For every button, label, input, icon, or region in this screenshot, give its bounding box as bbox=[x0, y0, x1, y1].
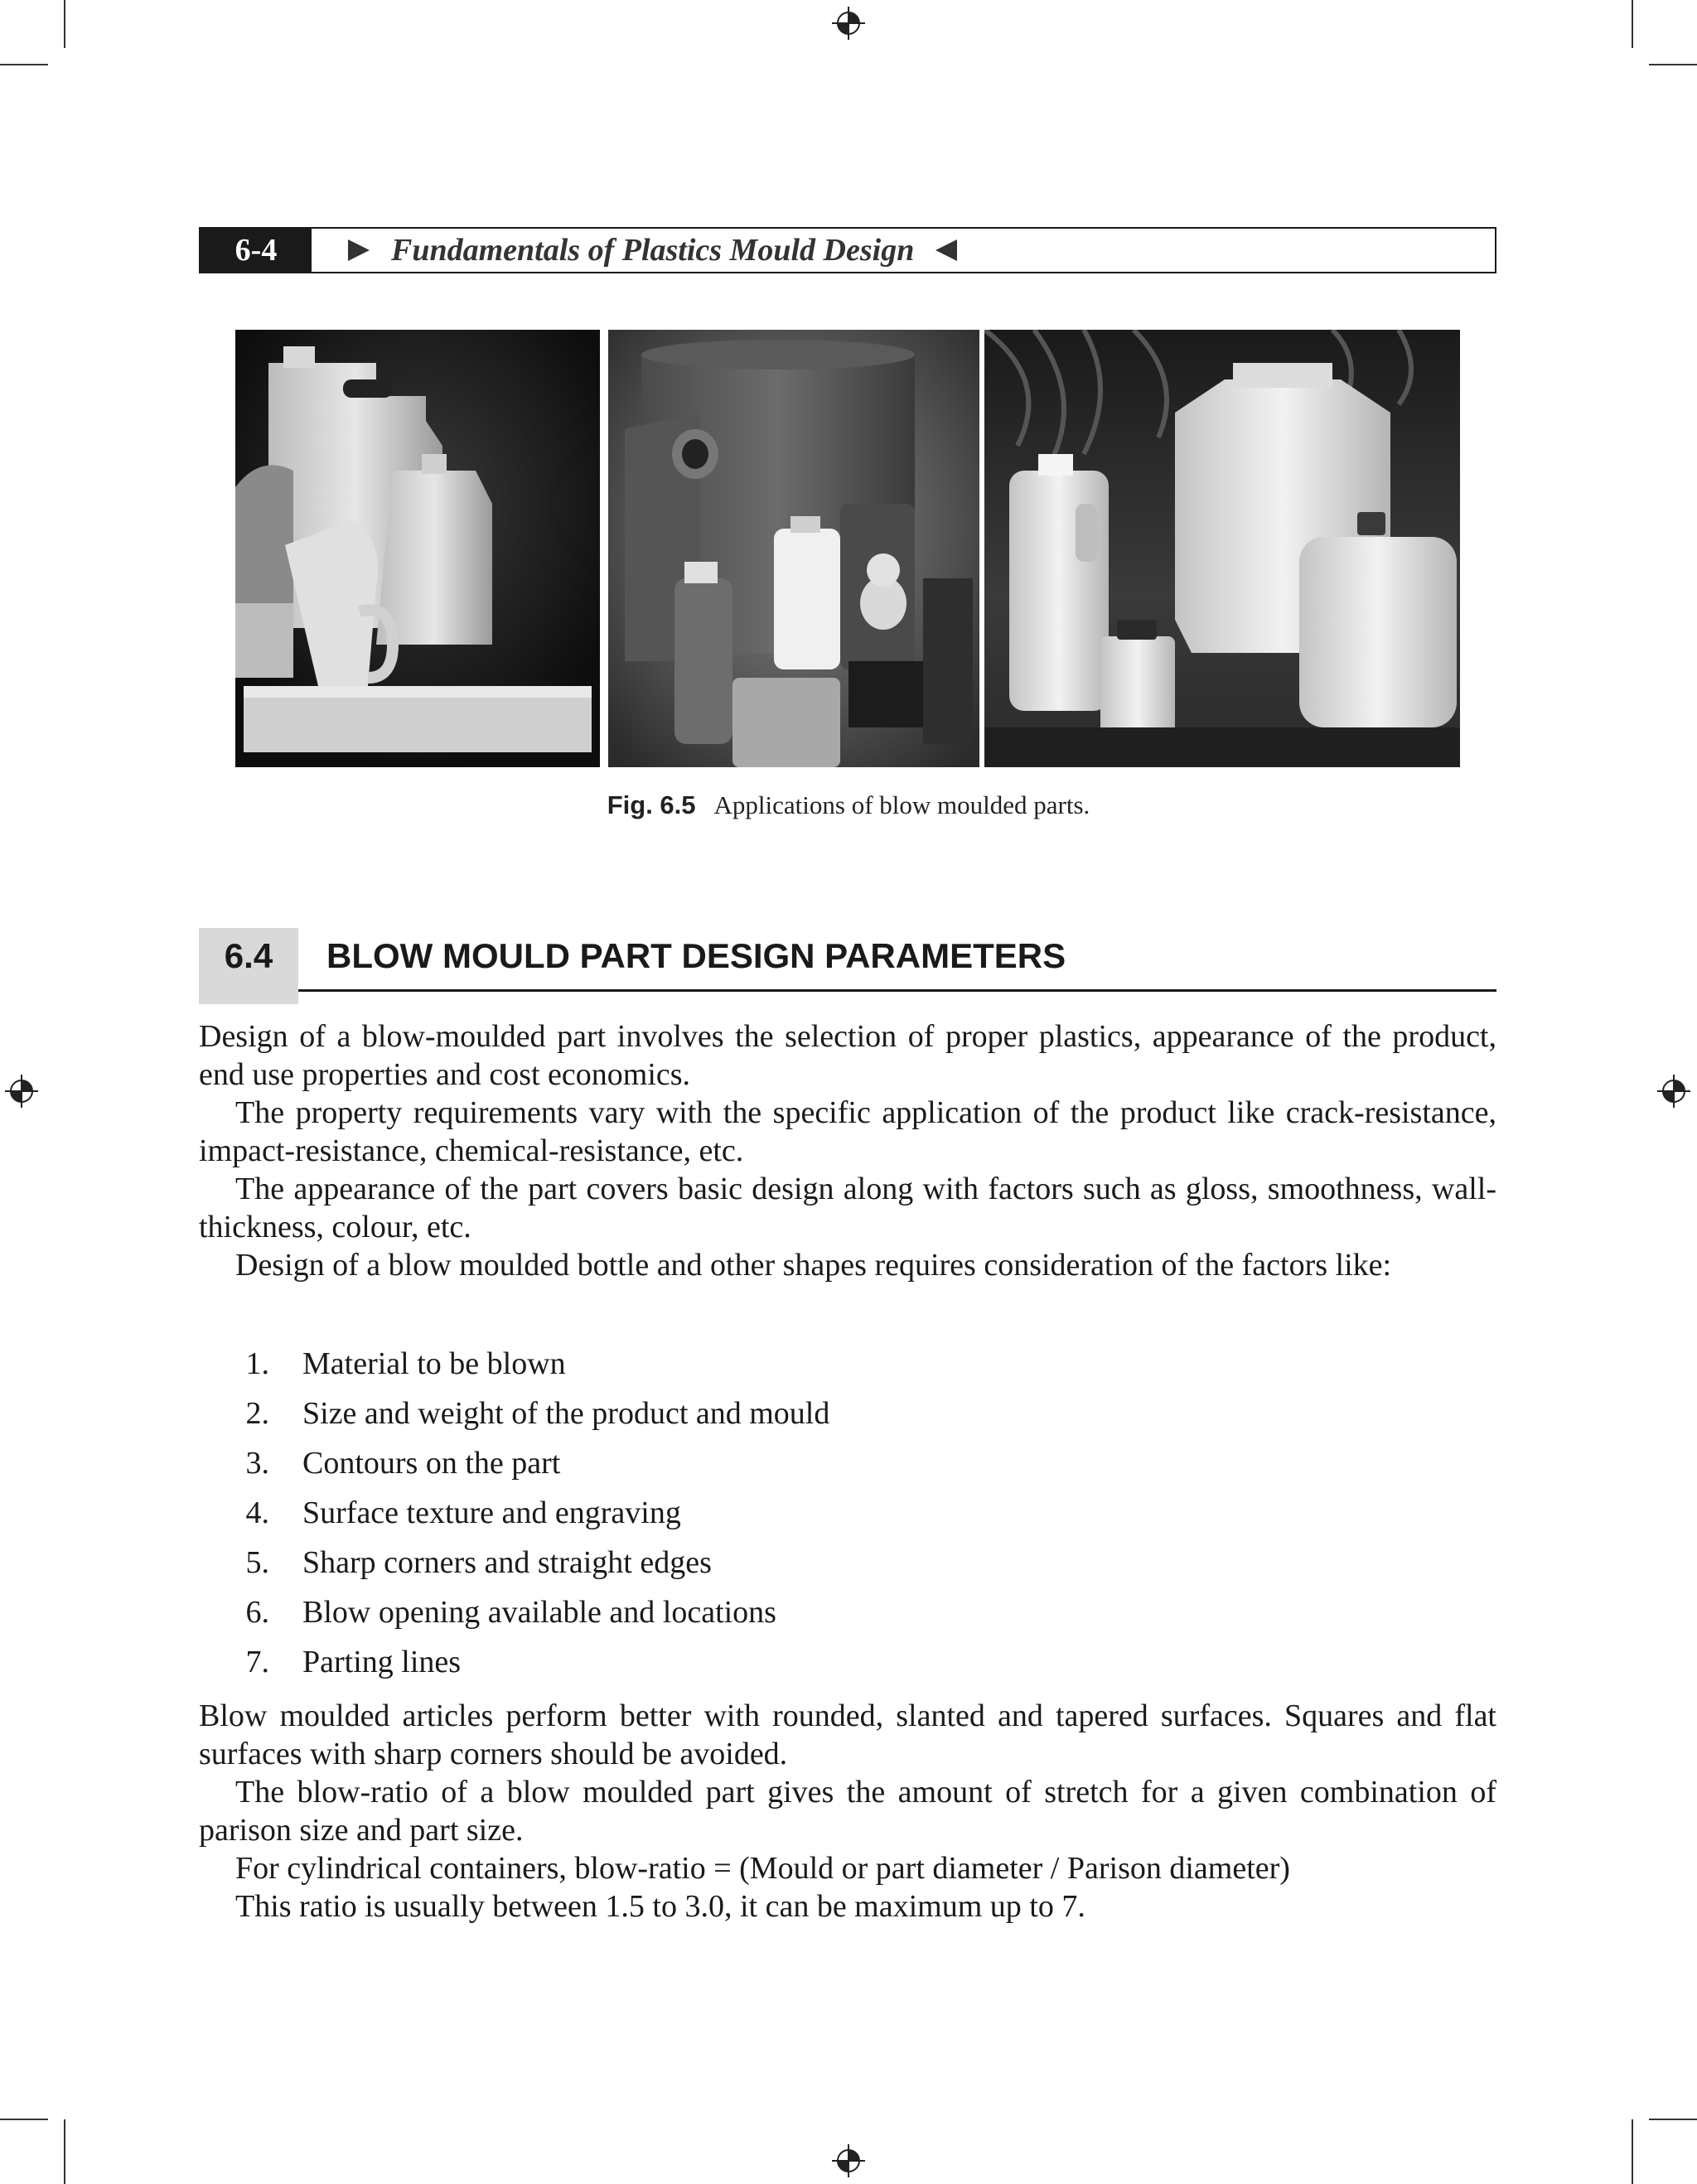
running-title bbox=[312, 232, 957, 268]
list-number: 3. bbox=[245, 1446, 269, 1481]
figure-label: Fig. 6.5 bbox=[607, 790, 696, 819]
photo-bottles-and-drum bbox=[608, 330, 979, 767]
book-title: Fundamentals of Plastics Mould Design bbox=[391, 233, 915, 268]
crop-mark-top-right-v bbox=[1632, 0, 1633, 48]
section-title: BLOW MOULD PART DESIGN PARAMETERS bbox=[326, 936, 1066, 975]
list-text: Sharp corners and straight edges bbox=[302, 1545, 712, 1580]
list-item bbox=[199, 1637, 1496, 1687]
list-text: Parting lines bbox=[302, 1645, 462, 1679]
paragraph: The blow-ratio of a blow moulded part gives the amount of stretch for a given combination of parison size and part size. bbox=[199, 1775, 1496, 1848]
figure-caption bbox=[0, 790, 1697, 820]
paragraph: The appearance of the part covers basic design along with factors such as gloss, smoothness, wall-thickness, colour, etc. bbox=[199, 1172, 1496, 1244]
photo-jugs-and-jerry-cans bbox=[235, 330, 600, 767]
list-number: 2. bbox=[245, 1396, 269, 1431]
list-text: Surface texture and engraving bbox=[302, 1495, 681, 1530]
crop-mark-top-left-v bbox=[64, 0, 65, 48]
list-text: Blow opening available and locations bbox=[302, 1595, 776, 1630]
paragraph: Design of a blow moulded bottle and other shapes requires consideration of the factors like: bbox=[235, 1248, 1392, 1283]
list-item bbox=[199, 1339, 1496, 1389]
registration-mark-top-icon bbox=[832, 7, 865, 40]
paragraph: Blow moulded articles perform better with rounded, slanted and tapered surfaces. Squares and flat surfaces with sharp corners should be avoided. bbox=[199, 1698, 1496, 1771]
list-number: 1. bbox=[245, 1346, 269, 1381]
crop-mark-bottom-left-v bbox=[64, 2119, 65, 2184]
figure-caption-text: Applications of blow moulded parts. bbox=[713, 790, 1090, 819]
paragraph: This ratio is usually between 1.5 to 3.0, it can be maximum up to 7. bbox=[235, 1889, 1085, 1924]
list-item bbox=[199, 1389, 1496, 1438]
paragraph: Design of a blow-moulded part involves the selection of proper plastics, appearance of the product, end use properties and cost economics. bbox=[199, 1019, 1496, 1092]
paragraph: For cylindrical containers, blow-ratio = (Mould or part diameter / Parison diameter) bbox=[235, 1851, 1290, 1886]
factors-list bbox=[199, 1339, 1496, 1687]
list-text: Size and weight of the product and mould bbox=[302, 1396, 830, 1431]
registration-mark-right-icon bbox=[1657, 1075, 1690, 1108]
list-number: 4. bbox=[245, 1495, 269, 1530]
list-number: 6. bbox=[245, 1595, 269, 1630]
crop-mark-bottom-left-h bbox=[0, 2119, 48, 2120]
list-text: Contours on the part bbox=[302, 1446, 561, 1481]
list-item bbox=[199, 1587, 1496, 1637]
section-rule bbox=[298, 989, 1496, 992]
crop-mark-top-left-h bbox=[0, 64, 48, 65]
list-item bbox=[199, 1488, 1496, 1538]
left-pointer-icon bbox=[936, 239, 957, 261]
registration-mark-left-icon bbox=[5, 1075, 38, 1108]
registration-mark-bottom-icon bbox=[832, 2144, 865, 2177]
body-text-intro bbox=[199, 1017, 1496, 1284]
list-item bbox=[199, 1538, 1496, 1587]
list-item bbox=[199, 1438, 1496, 1488]
running-header bbox=[199, 227, 1496, 273]
page-number: 6-4 bbox=[201, 229, 312, 272]
right-pointer-icon bbox=[348, 239, 370, 261]
section-number: 6.4 bbox=[199, 928, 298, 1004]
list-text: Material to be blown bbox=[302, 1346, 566, 1381]
photo-milk-jugs-and-containers bbox=[984, 330, 1460, 767]
crop-mark-top-right-h bbox=[1649, 64, 1697, 65]
crop-mark-bottom-right-h bbox=[1649, 2119, 1697, 2120]
body-text-conclusion bbox=[199, 1697, 1496, 1925]
list-number: 5. bbox=[245, 1545, 269, 1580]
paragraph: The property requirements vary with the specific application of the product like crack-resistance, impact-resistance, chemical-resistance, etc. bbox=[199, 1095, 1496, 1168]
crop-mark-bottom-right-v bbox=[1632, 2119, 1633, 2184]
list-number: 7. bbox=[245, 1645, 269, 1679]
